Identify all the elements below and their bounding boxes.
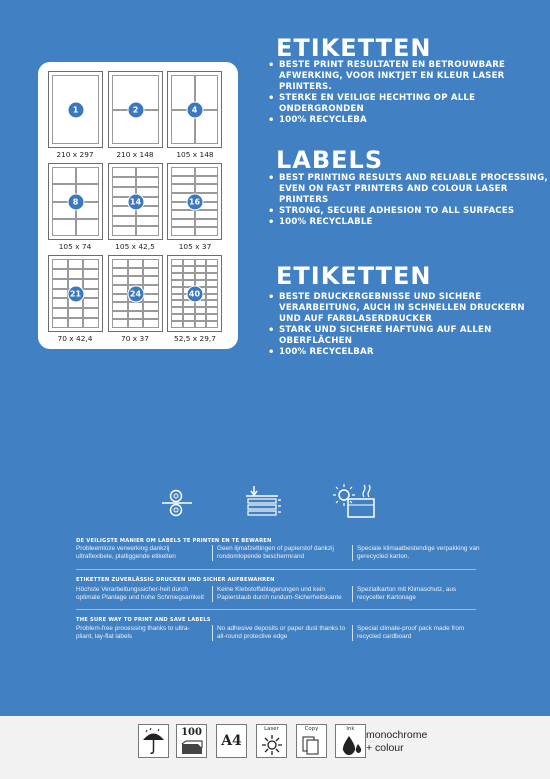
- copy-symbol: [296, 724, 327, 758]
- sheet-size-label: 52,5 x 29,7: [174, 334, 216, 343]
- info-title-en: THE SURE WAY TO PRINT AND SAVE LABELS: [76, 617, 211, 623]
- paper-stack-icon: [180, 740, 204, 756]
- paper-size-value: A4: [221, 733, 242, 749]
- label-formats-card: [38, 62, 238, 349]
- sheet-size-label: 105 x 74: [58, 242, 92, 251]
- sheet-format-2: [108, 71, 163, 148]
- sheet-format-40: [167, 255, 222, 332]
- info-col-de-3: Spezialkarton mit Klimaschutz, aus recycelter Kartonage: [352, 586, 481, 602]
- sheet-count-badge: 8: [67, 193, 84, 210]
- sheet-format-4: [167, 71, 222, 148]
- laser-symbol: [256, 724, 287, 758]
- sheet-format-1: [48, 71, 103, 148]
- bullet-item: • 100% RECYCLEBA: [268, 115, 548, 126]
- bullet-item: • BEST PRINTING RESULTS AND RELIABLE PROCESSING, EVEN ON FAST PRINTERS AND COLOUR LASER PRINTERS: [268, 173, 548, 206]
- bullet-item: • 100% RECYCELBAR: [268, 347, 548, 358]
- bullet-item: • 100% RECYCLABLE: [268, 217, 548, 228]
- bullet-item: • BESTE DRUCKERGEBNISSE UND SICHERE VERARBEITUNG, AUCH IN SCHNELLEN DRUCKERN UND AUF FARBLASERDRUCKER: [268, 292, 548, 325]
- copy-icon: [301, 735, 323, 757]
- bullets-nl: [268, 60, 548, 126]
- bullets-en: [268, 173, 548, 228]
- paper-size-symbol: [216, 724, 247, 758]
- roller-icon: [160, 488, 194, 518]
- sheet-size-label: 105 x 148: [176, 150, 214, 159]
- info-col-nl-2: Geen lijmafzettingen of papierstof dankzij rondomlopende beschermrand: [212, 545, 347, 561]
- sheet-count-badge: 21: [67, 285, 84, 302]
- bullet-item: • STARK UND SICHERE HAFTUNG AUF ALLEN OBERFLÄCHEN: [268, 325, 548, 347]
- laser-label: Laser: [264, 726, 279, 732]
- bullet-item: • STRONG, SECURE ADHESION TO ALL SURFACES: [268, 206, 548, 217]
- quantity-symbol: [176, 724, 207, 758]
- sheet-size-label: 70 x 37: [121, 334, 149, 343]
- sheet-count-badge: 40: [186, 285, 203, 302]
- sheet-size-label: 105 x 42,5: [115, 242, 155, 251]
- umbrella-icon: [139, 725, 168, 757]
- divider-line: [76, 569, 476, 570]
- info-col-de-1: Höchste Verarbeitungssicher-heit durch optimale Planlage und hohe Schmiegsamkeit: [76, 586, 204, 601]
- bullet-item: • BESTE PRINT RESULTATEN EN BETROUWBARE AFWERKING, VOOR INKTJET EN KLEUR LASER PRINTERS.: [268, 60, 548, 93]
- print-mode-line-1: monochrome: [366, 729, 428, 741]
- print-mode-text: [366, 729, 427, 755]
- ink-drop-icon: [339, 734, 364, 757]
- print-mode-line-2: + colour: [366, 742, 404, 754]
- sun-box-icon: [330, 481, 378, 519]
- heading-en: LABELS: [276, 146, 384, 174]
- info-col-nl-1: Probleemloze verwerking dankzij ultraflexibele, platliggende etiketten: [76, 545, 176, 560]
- sheet-count-badge: 24: [127, 285, 144, 302]
- quantity-value: 100: [181, 727, 202, 738]
- stack-press-icon: [240, 484, 284, 520]
- info-col-de-2: Keine Klebstoffablagerungen und kein Papierstaub durch rundum-Sicherheitskante: [212, 586, 347, 602]
- sheet-count-badge: 2: [127, 101, 144, 118]
- ink-label: Ink: [346, 726, 355, 732]
- bullet-item: • STERKE EN VEILIGE HECHTING OP ALLE ONDERGRONDEN: [268, 93, 548, 115]
- info-col-en-2: No adhesive deposits or paper dust thanks to all-round protective edge: [212, 625, 347, 641]
- bullets-de: [268, 292, 548, 358]
- sheet-count-badge: 14: [127, 193, 144, 210]
- sheet-count-badge: 4: [186, 101, 203, 118]
- sheet-count-badge: 1: [67, 101, 84, 118]
- info-title-de: ETIKETTEN ZUVERLÄSSIG DRUCKEN UND SICHER AUFBEWAHREN: [76, 577, 275, 583]
- sheet-size-label: 70 x 42,4: [57, 334, 93, 343]
- sheet-size-label: 210 x 148: [116, 150, 154, 159]
- ink-symbol: [335, 724, 366, 758]
- divider-line: [76, 609, 476, 610]
- heading-nl: ETIKETTEN: [276, 34, 432, 62]
- heading-de: ETIKETTEN: [276, 262, 432, 290]
- info-col-nl-3: Speciale klimaatbestendige verpakking van gerecycled karton.: [352, 545, 481, 561]
- sheet-format-8: [48, 163, 103, 240]
- sheet-format-14: [108, 163, 163, 240]
- sheet-count-badge: 16: [186, 193, 203, 210]
- sheet-format-24: [108, 255, 163, 332]
- sheet-size-label: 210 x 297: [56, 150, 94, 159]
- sheet-format-21: [48, 255, 103, 332]
- sheet-format-16: [167, 163, 222, 240]
- info-col-en-3: Special climate-proof pack made from recycled cardboard: [352, 625, 481, 641]
- copy-label: Copy: [304, 726, 319, 732]
- laser-icon: [260, 734, 284, 756]
- info-col-en-1: Problem-free processing thanks to ultra-pliant, lay-flat labels: [76, 625, 190, 640]
- info-title-nl: DE VEILIGSTE MANIER OM LABELS TE PRINTEN EN TE BEWAREN: [76, 538, 272, 544]
- keep-dry-symbol: [138, 724, 169, 758]
- sheet-size-label: 105 x 37: [178, 242, 212, 251]
